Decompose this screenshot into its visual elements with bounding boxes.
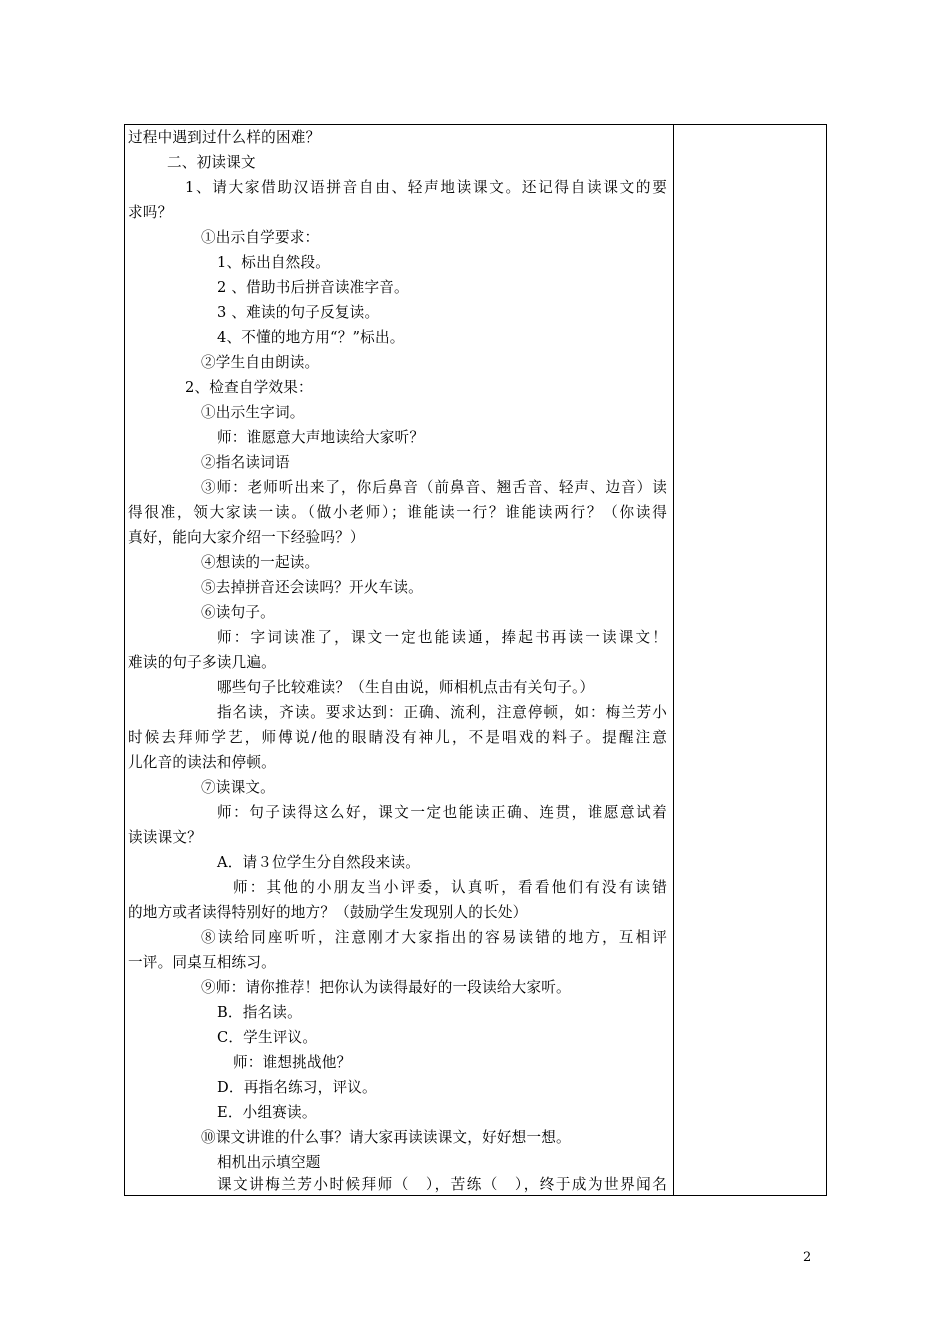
- text-line: 哪些句子比较难读？（生自由说，师相机点击有关句子。）: [217, 679, 595, 696]
- text-line: 师：字词读准了，课文一定也能读通，捧起书再读一读课文！: [217, 629, 667, 646]
- text-line: 求吗？: [128, 204, 173, 221]
- section-heading: 二、初读课文: [167, 154, 256, 171]
- text-line: 1、标出自然段。: [217, 254, 331, 271]
- notes-cell: [675, 125, 826, 1195]
- text-line: 2、检查自学效果：: [185, 379, 313, 396]
- text-line: B．指名读。: [217, 1004, 302, 1021]
- text-line: 过程中遇到过什么样的困难？: [128, 129, 321, 146]
- text-line: ⑨师：请你推荐！把你认为读得最好的一段读给大家听。: [201, 979, 571, 996]
- text-line: 师：谁愿意大声地读给大家听？: [217, 429, 425, 446]
- text-line: 2 、借助书后拼音读准字音。: [217, 279, 409, 296]
- text-line: 真好，能向大家介绍一下经验吗？）: [128, 529, 365, 546]
- text-line: ⑤去掉拼音还会读吗？开火车读。: [201, 579, 423, 596]
- text-line: ②指名读词语: [201, 454, 290, 471]
- text-line: 时候去拜师学艺，师傅说/他的眼睛没有神儿，不是唱戏的料子。提醒注意: [128, 729, 667, 746]
- text-line: ⑩课文讲谁的什么事？请大家再读读课文，好好想一想。: [201, 1129, 571, 1146]
- text-line: A．请３位学生分自然段来读。: [217, 854, 421, 871]
- text-line: 难读的句子多读几遍。: [128, 654, 276, 671]
- text-line: ⑦读课文。: [201, 779, 275, 796]
- text-line: 一评。同桌互相练习。: [128, 954, 276, 971]
- text-line: ④想读的一起读。: [201, 554, 320, 571]
- text-line: 的地方或者读得特别好的地方？（鼓励学生发现别人的长处）: [128, 904, 528, 921]
- text-line: 师：其他的小朋友当小评委，认真听，看看他们有没有读错: [233, 879, 667, 896]
- text-line: 4、不懂的地方用“？”标出。: [217, 329, 405, 346]
- column-divider: [673, 125, 674, 1195]
- text-line: 得很准，领大家读一读。（做小老师）；谁能读一行？谁能读两行？（你读得: [128, 504, 667, 521]
- text-line: 师：谁想挑战他？: [233, 1054, 352, 1071]
- text-line: ⑧读给同座听听，注意刚才大家指出的容易读错的地方，互相评: [201, 929, 667, 946]
- text-line: ②学生自由朗读。: [201, 354, 320, 371]
- text-line: 课文讲梅兰芳小时候拜师（ ），苦练（ ），终于成为世界闻名: [217, 1176, 667, 1193]
- text-line: 师：句子读得这么好，课文一定也能读正确、连贯，谁愿意试着: [217, 804, 667, 821]
- lesson-table: [124, 124, 827, 1196]
- lesson-content-cell: [125, 125, 673, 1195]
- text-line: 相机出示填空题: [217, 1154, 321, 1171]
- text-line: D．再指名练习，评议。: [217, 1079, 377, 1096]
- text-line: 3 、难读的句子反复读。: [217, 304, 380, 321]
- text-line: 指名读，齐读。要求达到：正确、流利，注意停顿，如：梅兰芳小: [217, 704, 667, 721]
- page-number: 2: [803, 1250, 812, 1265]
- text-line: 读读课文？: [128, 829, 202, 846]
- text-line: 儿化音的读法和停顿。: [128, 754, 276, 771]
- text-line: ①出示自学要求：: [201, 229, 320, 246]
- text-line: ③师：老师听出来了，你后鼻音（前鼻音、翘舌音、轻声、边音）读: [201, 479, 667, 496]
- text-line: E．小组赛读。: [217, 1104, 317, 1121]
- text-line: C．学生评议。: [217, 1029, 318, 1046]
- text-line: ⑥读句子。: [201, 604, 275, 621]
- text-line: ①出示生字词。: [201, 404, 305, 421]
- text-line: 1、请大家借助汉语拼音自由、轻声地读课文。还记得自读课文的要: [185, 179, 667, 196]
